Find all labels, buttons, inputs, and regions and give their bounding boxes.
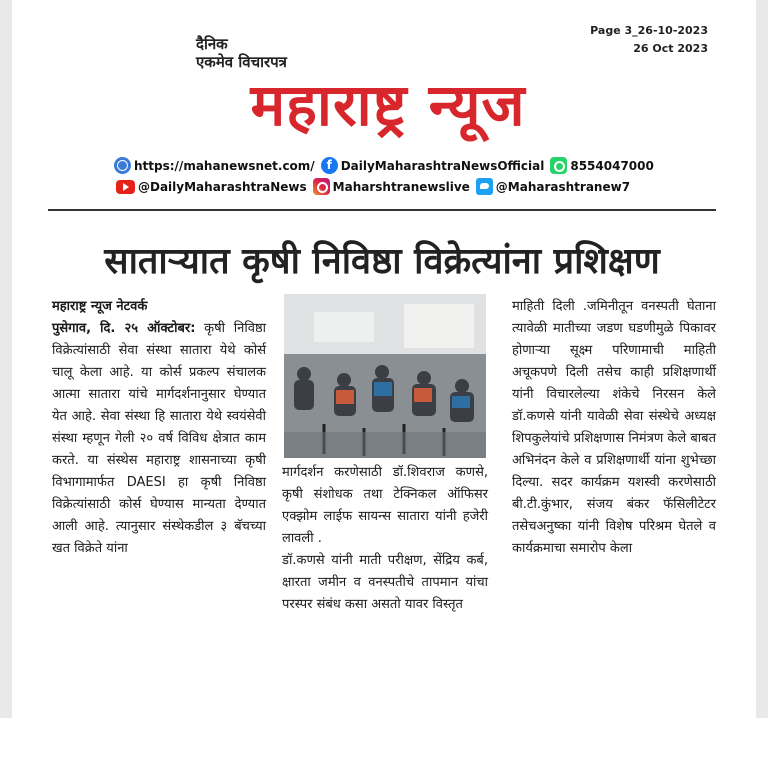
masthead-title: महाराष्ट्र न्यूज: [250, 71, 526, 139]
page-number: Page 3_26-10-2023: [590, 24, 708, 37]
right-margin-strip: [756, 0, 768, 718]
article-dateline: पुसेगाव, दि. २५ ऑक्टोबर:: [52, 321, 196, 336]
tagline-daily: दैनिक: [196, 35, 228, 53]
article-col2-para2: डॉ.कणसे यांनी माती परीक्षण, सेंद्रिय कर्ब, क्षारता जमीन व वनस्पतीचे तापमान यांचा परस्पर संबंध कसा असतो यावर विस्तृत: [282, 553, 488, 612]
page-date: 26 Oct 2023: [633, 42, 708, 55]
twitter-text: @Maharashtranew7: [495, 179, 631, 194]
article-headline: साताऱ्यात कृषी निविष्ठा विक्रेत्यांना प्रशिक्षण: [104, 241, 660, 282]
article-column-3: [512, 296, 716, 560]
facebook-text: DailyMaharashtraNewsOfficial: [340, 158, 545, 173]
youtube-link[interactable]: [116, 180, 307, 194]
article-col3-text: माहिती दिली .जमिनीतून वनस्पती घेताना त्यावेळी मातीच्या जडण घडणीमुळे पिकावर होणाऱ्या सूक्ष्म परिणामाची माहिती अचूकपणे दिली तसेच काही प्रशिक्षणार्थी यांनी विचारलेल्या शंकेचे निरसन केले डॉ.कणसे यांनी यावेळी सेवा संस्थेचे अध्यक्ष शिपकुलेयांचे प्रशिक्षणास निमंत्रण केले बाबत अभिनंदन केले व प्रशिक्षणार्थी यांना शुभेच्छा दिल्या. सदर कार्यक्रम यशस्वी करणेसाठी बी.टी.कुंभार, संजय बंकर फॅसिलीटेटर तसेचअनुष्का यांनी विशेष परिश्रम घेतले व कार्यक्रमाचा समारोप केला: [512, 299, 716, 556]
training-session-photo: [284, 294, 486, 458]
social-row-1: [114, 157, 660, 174]
website-link[interactable]: [114, 157, 315, 174]
article-col1-text: [52, 318, 266, 560]
youtube-icon: [116, 180, 135, 194]
twitter-icon: [476, 178, 493, 195]
article-col1-body: कृषी निविष्ठा विक्रेत्यांसाठी सेवा संस्था सातारा येथे कोर्स चालू केला आहे. या कोर्स प्रकल्प संचालक आत्मा सातारा यांचे मार्गदर्शनानुसार घेण्यात येत आहे. सेवा संस्था हि सातारा येथे स्वयंसेवी संस्था म्हणून गेली २० वर्ष विविध क्षेत्रात काम करते. या संस्थेस महाराष्ट्र शासनाच्या कृषी विभागामार्फत DAESI हा कृषी निविष्ठा विक्रेत्यांसाठी कोर्स घेण्यास मान्यता देण्यात आली आहे. त्यानुसार संस्थेकडील ३ बॅचच्या खत विक्रेते यांना: [52, 321, 266, 556]
globe-icon: [114, 157, 131, 174]
page-info: [590, 22, 708, 58]
article-column-2: [282, 462, 488, 616]
article-col2-para1: मार्गदर्शन करणेसाठी डॉ.शिवराज कणसे, कृषी संशोधक तथा टेक्निकल ऑफिसर एक्झोम लाईफ सायन्स सातारा यांनी हजेरी लावली .: [282, 465, 488, 546]
left-margin-strip: [0, 0, 12, 718]
whatsapp-link[interactable]: [550, 157, 654, 174]
whatsapp-icon: [550, 157, 567, 174]
instagram-link[interactable]: [313, 178, 470, 195]
tagline-sub: एकमेव विचारपत्र: [196, 53, 287, 71]
article-photo: [284, 294, 486, 458]
website-text: https://mahanewsnet.com/: [134, 158, 315, 173]
facebook-link[interactable]: [321, 157, 545, 174]
header-divider: [48, 209, 716, 211]
instagram-icon: [313, 178, 330, 195]
youtube-text: @DailyMaharashtraNews: [138, 179, 307, 194]
article-column-1: [52, 296, 266, 560]
instagram-text: Maharshtranewslive: [332, 179, 470, 194]
twitter-link[interactable]: [476, 178, 630, 195]
social-row-2: [116, 178, 636, 195]
whatsapp-text: 8554047000: [570, 158, 654, 173]
facebook-icon: f: [321, 157, 338, 174]
bottom-blank-area: [0, 718, 768, 768]
article-byline: महाराष्ट्र न्यूज नेटवर्क: [52, 299, 148, 314]
